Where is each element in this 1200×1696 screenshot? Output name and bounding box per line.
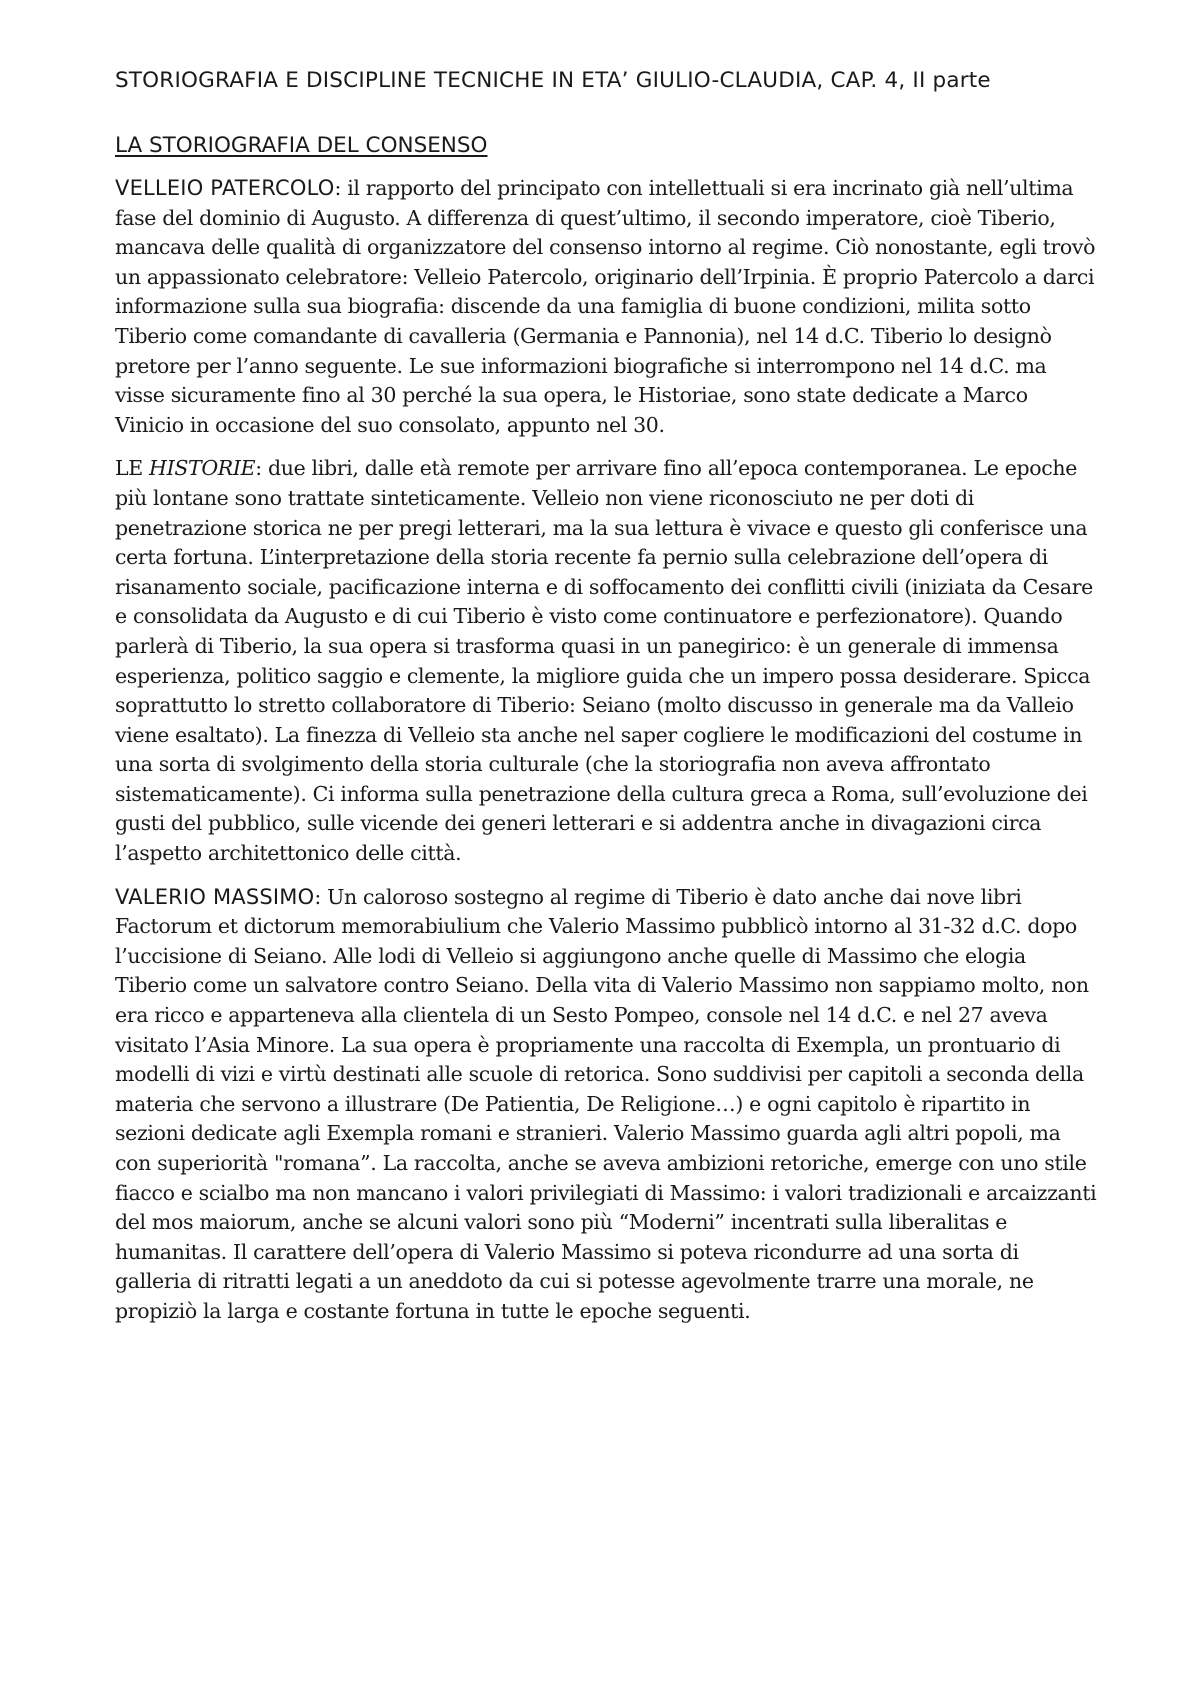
paragraph-lead-valerio: VALERIO MASSIMO bbox=[115, 884, 315, 909]
paragraph-body-historie: : due libri, dalle età remote per arrivare fino all’epoca contemporanea. Le epoche più lontane sono trattate sinteticamente. Velleio non viene riconosciuto ne per doti di penetrazione storica ne per pregi letterari, ma la sua lettura è vivace e questo gli conferisce una certa fortuna. L’interpretazione della storia recente fa pernio sulla celebrazione dell’opera di risanamento sociale, pacificazione interna e di soffocamento dei conflitti civili (iniziata da Cesare e consolidata da Augusto e di cui Tiberio è visto come continuatore e perfezionatore). Quando parlerà di Tiberio, la sua opera si trasforma quasi in un panegirico: è un generale di immensa esperienza, politico saggio e clemente, la migliore guida che un impero possa desiderare. Spicca soprattutto lo stretto collaboratore di Tiberio: Seiano (molto discusso in generale ma da Valleio viene esaltato). La finezza di Velleio sta anche nel saper cogliere le modificazioni del costume in una sorta di svolgimento della storia culturale (che la storiografia non aveva affrontato sistematicamente). Ci informa sulla penetrazione della cultura greca a Roma, sull’evoluzione dei gusti del pubblico, sulle vicende dei generi letterari e si addentra anche in divagazioni circa l’aspetto architettonico delle città. bbox=[115, 456, 1093, 866]
paragraph-body-velleio: : il rapporto del principato con intellettuali si era incrinato già nell’ultima fase del dominio di Augusto. A differenza di quest’ultimo, il secondo imperatore, cioè Tiberio, mancava delle qualità di organizzatore del consenso intorno al regime. Ciò nonostante, egli trovò un appassionato celebratore: Velleio Patercolo, originario dell’Irpinia. È proprio Patercolo a darci informazione sulla sua biografia: discende da una famiglia di buone condizioni, milita sotto Tiberio come comandante di cavalleria (Germania e Pannonia), nel 14 d.C. Tiberio lo designò pretore per l’anno seguente. Le sue informazioni biografiche si interrompono nel 14 d.C. ma visse sicuramente fino al 30 perché la sua opera, le Historiae, sono state dedicate a Marco Vinicio in occasione del suo consolato, appunto nel 30. bbox=[115, 176, 1096, 437]
paragraph-lead-italic-historie: HISTORIE bbox=[149, 456, 256, 481]
section-heading: LA STORIOGRAFIA DEL CONSENSO bbox=[115, 133, 488, 158]
paragraph-body-valerio: : Un caloroso sostegno al regime di Tiberio è dato anche dai nove libri Factorum et dictorum memorabiulium che Valerio Massimo pubblicò intorno al 31-32 d.C. dopo l’uccisione di Seiano. Alle lodi di Velleio si aggiungono anche quelle di Massimo che elogia Tiberio come un salvatore contro Seiano. Della vita di Valerio Massimo non sappiamo molto, non era ricco e apparteneva alla clientela di un Sesto Pompeo, console nel 14 d.C. e nel 27 aveva visitato l’Asia Minore. La sua opera è propriamente una raccolta di Exempla, un prontuario di modelli di vizi e virtù destinati alle scuole di retorica. Sono suddivisi per capitoli a seconda della materia che servono a illustrare (De Patientia, De Religione…) e ogni capitolo è ripartito in sezioni dedicate agli Exempla romani e stranieri. Valerio Massimo guarda agli altri popoli, ma con superiorità "romana”. La raccolta, anche se aveva ambizioni retoriche, emerge con uno stile fiacco e scialbo ma non mancano i valori privilegiati di Massimo: i valori tradizionali e arcaizzanti del mos maiorum, anche se alcuni valori sono più “Moderni” incentrati sulla liberalitas e humanitas. Il carattere dell’opera di Valerio Massimo si poteva ricondurre ad una sorta di galleria di ritratti legati a un aneddoto da cui si potesse agevolmente trarre una morale, ne propiziò la larga e costante fortuna in tutte le epoche seguenti. bbox=[115, 884, 1097, 1323]
paragraph-velleio-patercolo bbox=[115, 174, 1100, 440]
paragraph-lead-velleio: VELLEIO PATERCOLO bbox=[115, 176, 335, 200]
paragraph-le-historie bbox=[115, 454, 1100, 868]
document-title: STORIOGRAFIA E DISCIPLINE TECNICHE IN ETA’ GIULIO-CLAUDIA, CAP. 4, II parte bbox=[115, 68, 991, 93]
document-page bbox=[115, 68, 1100, 1341]
paragraph-valerio-massimo bbox=[115, 883, 1100, 1327]
paragraph-lead-prefix-historie: LE bbox=[115, 456, 150, 481]
